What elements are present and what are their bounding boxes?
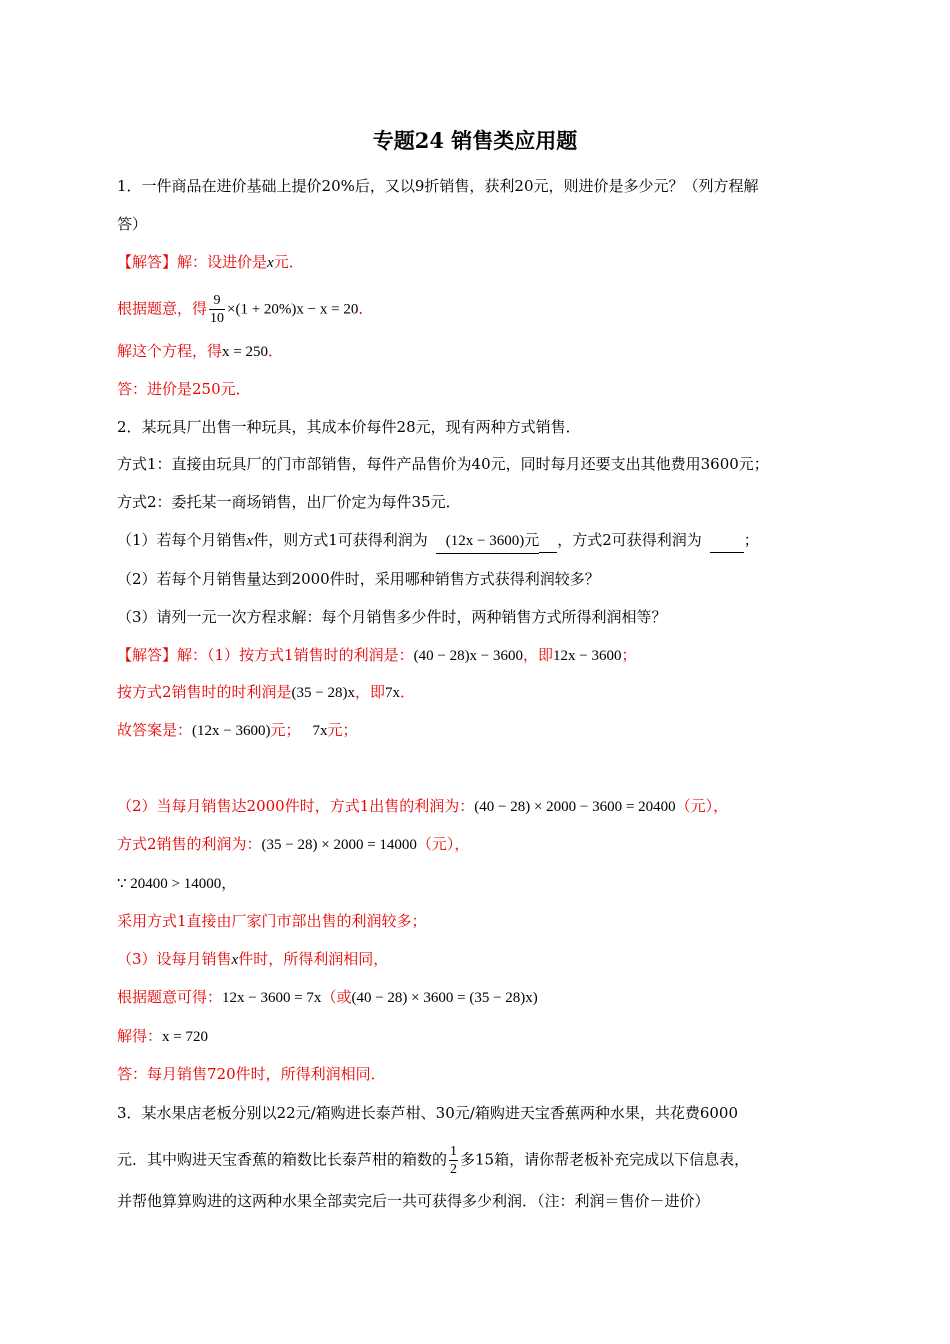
q2-way2: 方式2：委托某一商场销售，出厂价定为每件35元． — [117, 493, 461, 511]
q1-stem-line2: 答） — [117, 215, 148, 233]
fraction: $\frac{1}{2}$ — [450, 1144, 458, 1177]
q1-answer: 答：进价是250元． — [117, 380, 251, 398]
q1-equation: 根据题意，得 $\frac{9}{10}$ ×(1 + 20%)x − x = 20． — [117, 293, 374, 326]
q2-part3: （3）请列一元一次方程求解：每个月销售多少件时，两种销售方式所得利润相等？ — [117, 608, 667, 626]
q2-stem: 2．某玩具厂出售一种玩具，其成本价每件28元，现有两种方式销售． — [117, 418, 581, 436]
q2-way1: 方式1：直接由玩具厂的门市部销售，每件产品售价为40元，同时每月还要支出其他费用3600元； — [117, 455, 769, 473]
q1-solve: 解这个方程，得x = 250． — [117, 342, 283, 360]
q3-stem-line1: 3．某水果店老板分别以22元/箱购进长泰芦柑、30元/箱购进天宝香蕉两种水果，共花费6000 — [117, 1104, 739, 1122]
solution-label: 【解答】 — [117, 253, 178, 271]
q2-solution-3: 故答案是：(12x − 3600)元； 7x元； — [117, 721, 358, 739]
q2-solution-1: 【解答】解：（1）按方式1销售时的利润是：(40 − 28)x − 3600，即12x − 3600； — [117, 646, 637, 664]
q2-solution-6: ∵ 20400 > 14000， — [117, 874, 237, 892]
q3-stem-line3: 并帮他算算购进的这两种水果全部卖完后一共可获得多少利润．（注：利润＝售价－进价） — [117, 1192, 710, 1210]
q2-solution-8: （3）设每月销售x件时，所得利润相同， — [117, 950, 389, 968]
q3-stem-line2: 元．其中购进天宝香蕉的箱数比长泰芦柑的箱数的 $\frac{1}{2}$ 多15箱，请你帮老板补充完成以下信息表， — [117, 1144, 750, 1177]
q2-solution-10: 解得：x = 720 — [117, 1027, 208, 1045]
q2-solution-9: 根据题意可得：12x − 3600 = 7x（或(40 − 28) × 3600 = (35 − 28)x) — [117, 988, 538, 1006]
q1-stem-line1: 1．一件商品在进价基础上提价20%后，又以9折销售，获利20元，则进价是多少元？（列方程解 — [117, 177, 759, 195]
q2-solution-7: 采用方式1直接由厂家门市部出售的利润较多； — [117, 912, 427, 930]
q1-solution-intro: 【解答】解：设进价是x元． — [117, 253, 304, 271]
q2-solution-4: （2）当每月销售达2000件时，方式1出售的利润为：(40 − 28) × 2000 − 3600 = 20400（元）， — [117, 797, 729, 815]
fraction: $\frac{9}{10}$ — [210, 293, 225, 326]
answer-blank-1: (12x − 3600)元 — [446, 529, 539, 554]
page-title: 专题24 销售类应用题 — [372, 128, 578, 153]
q2-answer: 答：每月销售720件时，所得利润相同． — [117, 1065, 386, 1083]
solution-label: 【解答】 — [117, 646, 178, 664]
q2-part2: （2）若每个月销售量达到2000件时，采用哪种销售方式获得利润较多？ — [117, 570, 600, 588]
q2-solution-5: 方式2销售的利润为：(35 − 28) × 2000 = 14000（元）， — [117, 835, 470, 853]
answer-blank-2 — [710, 528, 744, 553]
q2-solution-2: 按方式2销售时的时利润是(35 − 28)x，即7x． — [117, 683, 416, 701]
q2-part1: （1）若每个月销售x件，则方式1可获得利润为 (12x − 3600)元 ，方式2可获得利润为 ； — [117, 528, 759, 554]
